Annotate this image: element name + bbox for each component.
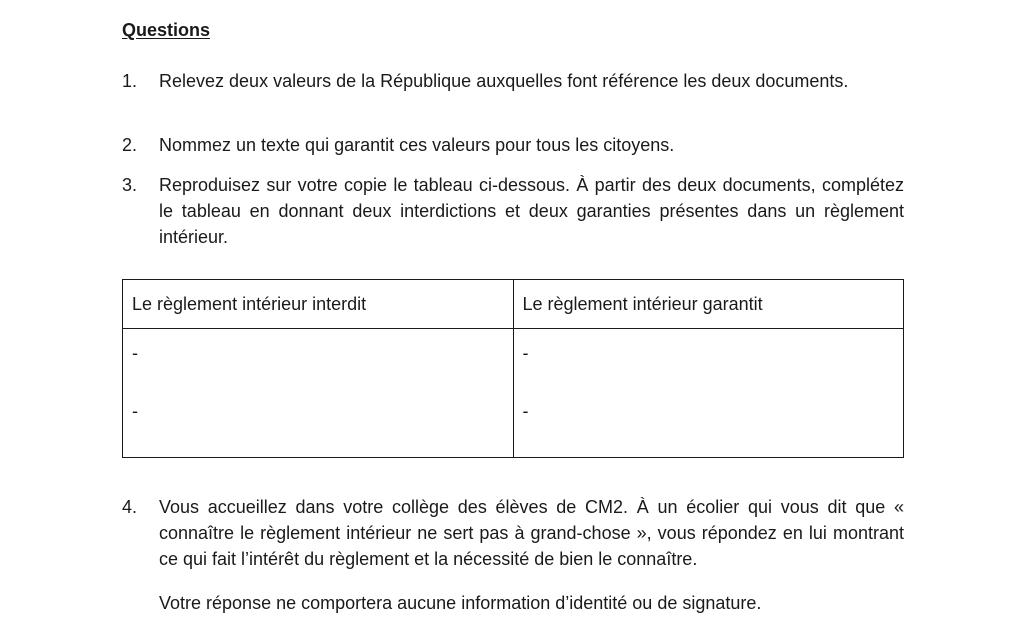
question-text: Relevez deux valeurs de la République auxquelles font référence les deux documents. (159, 71, 849, 91)
question-1 (122, 68, 904, 94)
list-item: - (522, 343, 529, 363)
cell-garantit (513, 329, 904, 458)
question-number: 1. (122, 71, 138, 91)
questions-heading: Questions (122, 20, 211, 40)
question-number: 4. (122, 497, 138, 517)
table-header-row (123, 280, 904, 329)
question-text: Nommez un texte qui garantit ces valeurs pour tous les citoyens. (159, 135, 675, 155)
question-4 (122, 494, 904, 572)
question-number: 2. (122, 135, 138, 155)
question-4-note: Votre réponse ne comportera aucune information d’identité ou de signature. (159, 593, 762, 613)
question-2 (122, 132, 904, 158)
header-interdit: Le règlement intérieur interdit (123, 280, 514, 329)
rules-table (122, 279, 904, 458)
list-item: - (132, 401, 138, 421)
question-3 (122, 172, 904, 250)
header-garantit: Le règlement intérieur garantit (513, 280, 904, 329)
question-text: Reproduisez sur votre copie le tableau ci-dessous. À partir des deux documents, complétez le tableau en donnant deux interdictions et deux garanties présentes dans un règlement intérieur. (159, 175, 904, 247)
list-item: - (132, 343, 138, 363)
list-item: - (522, 401, 529, 421)
question-number: 3. (122, 175, 138, 195)
cell-interdit (123, 329, 514, 458)
table-row (123, 329, 904, 458)
question-text: Vous accueillez dans votre collège des élèves de CM2. À un écolier qui vous dit que « connaître le règlement intérieur ne sert pas à grand-chose », vous répondez en lui montrant ce qui fait l’intérêt du règlement et la nécessité de bien le connaître. (159, 497, 904, 569)
